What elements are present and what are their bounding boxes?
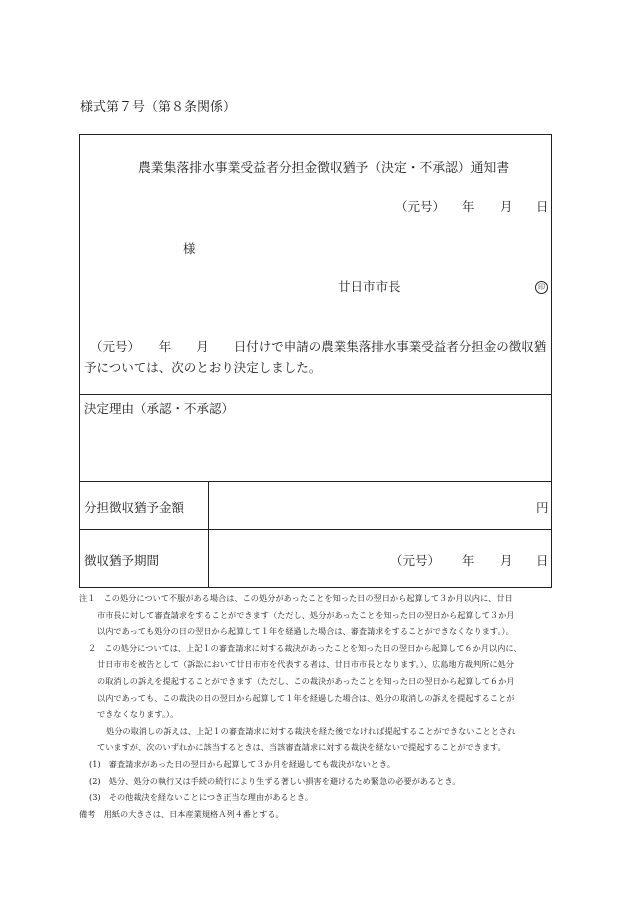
document-title: 農業集落排水事業受益者分担金徴収猶予（決定・不承認）通知書 <box>138 161 510 176</box>
note-paragraph-line-1: 処分の取消しの訴えは、上記１の審査請求に対する裁決を経た後でなければ提起することができないこととされ <box>106 725 516 736</box>
addressee-honorific: 様 <box>183 241 196 256</box>
seal-icon: 印 <box>535 281 548 294</box>
label-column-divider <box>208 481 209 588</box>
note-1-line-1: 注１ この処分について不服がある場合は、この処分があったことを知った日の翌日から起算して３か月以内に、廿日 <box>79 593 513 603</box>
body-text-line-2: 予については、次のとおり決定しました。 <box>84 360 322 375</box>
period-year: 年 <box>462 553 475 568</box>
decision-reason-label: 決定理由（承認・不承認） <box>84 401 235 416</box>
note-item-1: (1) 審査請求があった日の翌日から起算して３か月を経過しても裁決がないとき。 <box>89 759 395 769</box>
issue-date-month: 月 <box>500 199 513 214</box>
issuer-name: 廿日市市長 <box>338 279 401 294</box>
note-2-line-5: できなくなります。）。 <box>97 709 179 720</box>
note-2-line-1: ２ この処分については、上記１の審査請求に対する裁決があったことを知った日の翌日から起算して６か月以内に、 <box>88 642 522 653</box>
note-1-line-3: 以内であっても処分の日の翌日から起算して１年を経過した場合は、審査請求をすることができなくなります。）。 <box>97 626 514 637</box>
note-item-3: (3) その他裁決を経ないことにつき正当な理由があるとき。 <box>89 792 313 803</box>
deferral-period-label: 徴収猶予期間 <box>84 553 160 568</box>
seal-mark <box>535 277 548 294</box>
note-2-line-2: 廿日市市を被告として（訴訟において廿日市市を代表する者は、廿日市市長となります。）、広島地方裁判所に処分 <box>97 659 514 670</box>
note-item-2: (2) 処分、処分の執行又は手続の続行により生ずる著しい損害を避けるため緊急の必要があるとき。 <box>89 775 461 786</box>
yen-unit: 円 <box>536 500 549 515</box>
period-era: （元号） <box>390 553 441 568</box>
note-2-line-4: 以内であっても、この裁決の日の翌日から起算して１年を経過した場合は、処分の取消しの訴えを提起することが <box>97 692 515 703</box>
remarks-line: 備考 用紙の大きさは、日本産業規格Ａ列４番とする。 <box>79 808 284 819</box>
note-1-line-2: 市市長に対して審査請求をすることができます（ただし、処分があったことを知った日の翌日から起算して３か月 <box>97 609 515 620</box>
section-divider-period <box>80 529 551 530</box>
deferred-amount-label: 分担徴収猶予金額 <box>84 500 185 515</box>
period-day: 日 <box>536 553 549 568</box>
issue-date-era: （元号） <box>395 199 446 214</box>
section-divider-amount <box>80 481 551 482</box>
issue-date-day: 日 <box>536 199 549 214</box>
notice-form-frame <box>79 134 552 588</box>
body-text-line-1: （元号） 年 月 日付けで申請の農業集落排水事業受益者分担金の徴収猶 <box>90 339 547 354</box>
note-2-line-3: の取消しの訴えを提起することができます（ただし、この裁決があったことを知った日の翌日から起算して６か月 <box>97 676 515 686</box>
form-number-label: 様式第７号（第８条関係） <box>80 100 237 115</box>
section-divider-reason <box>80 394 551 395</box>
period-month: 月 <box>500 553 513 568</box>
note-paragraph-line-2: ていますが、次のいずれかに該当するときは、当該審査請求に対する裁決を経ないで提起することができます。 <box>97 742 506 753</box>
issue-date-year: 年 <box>462 199 475 214</box>
